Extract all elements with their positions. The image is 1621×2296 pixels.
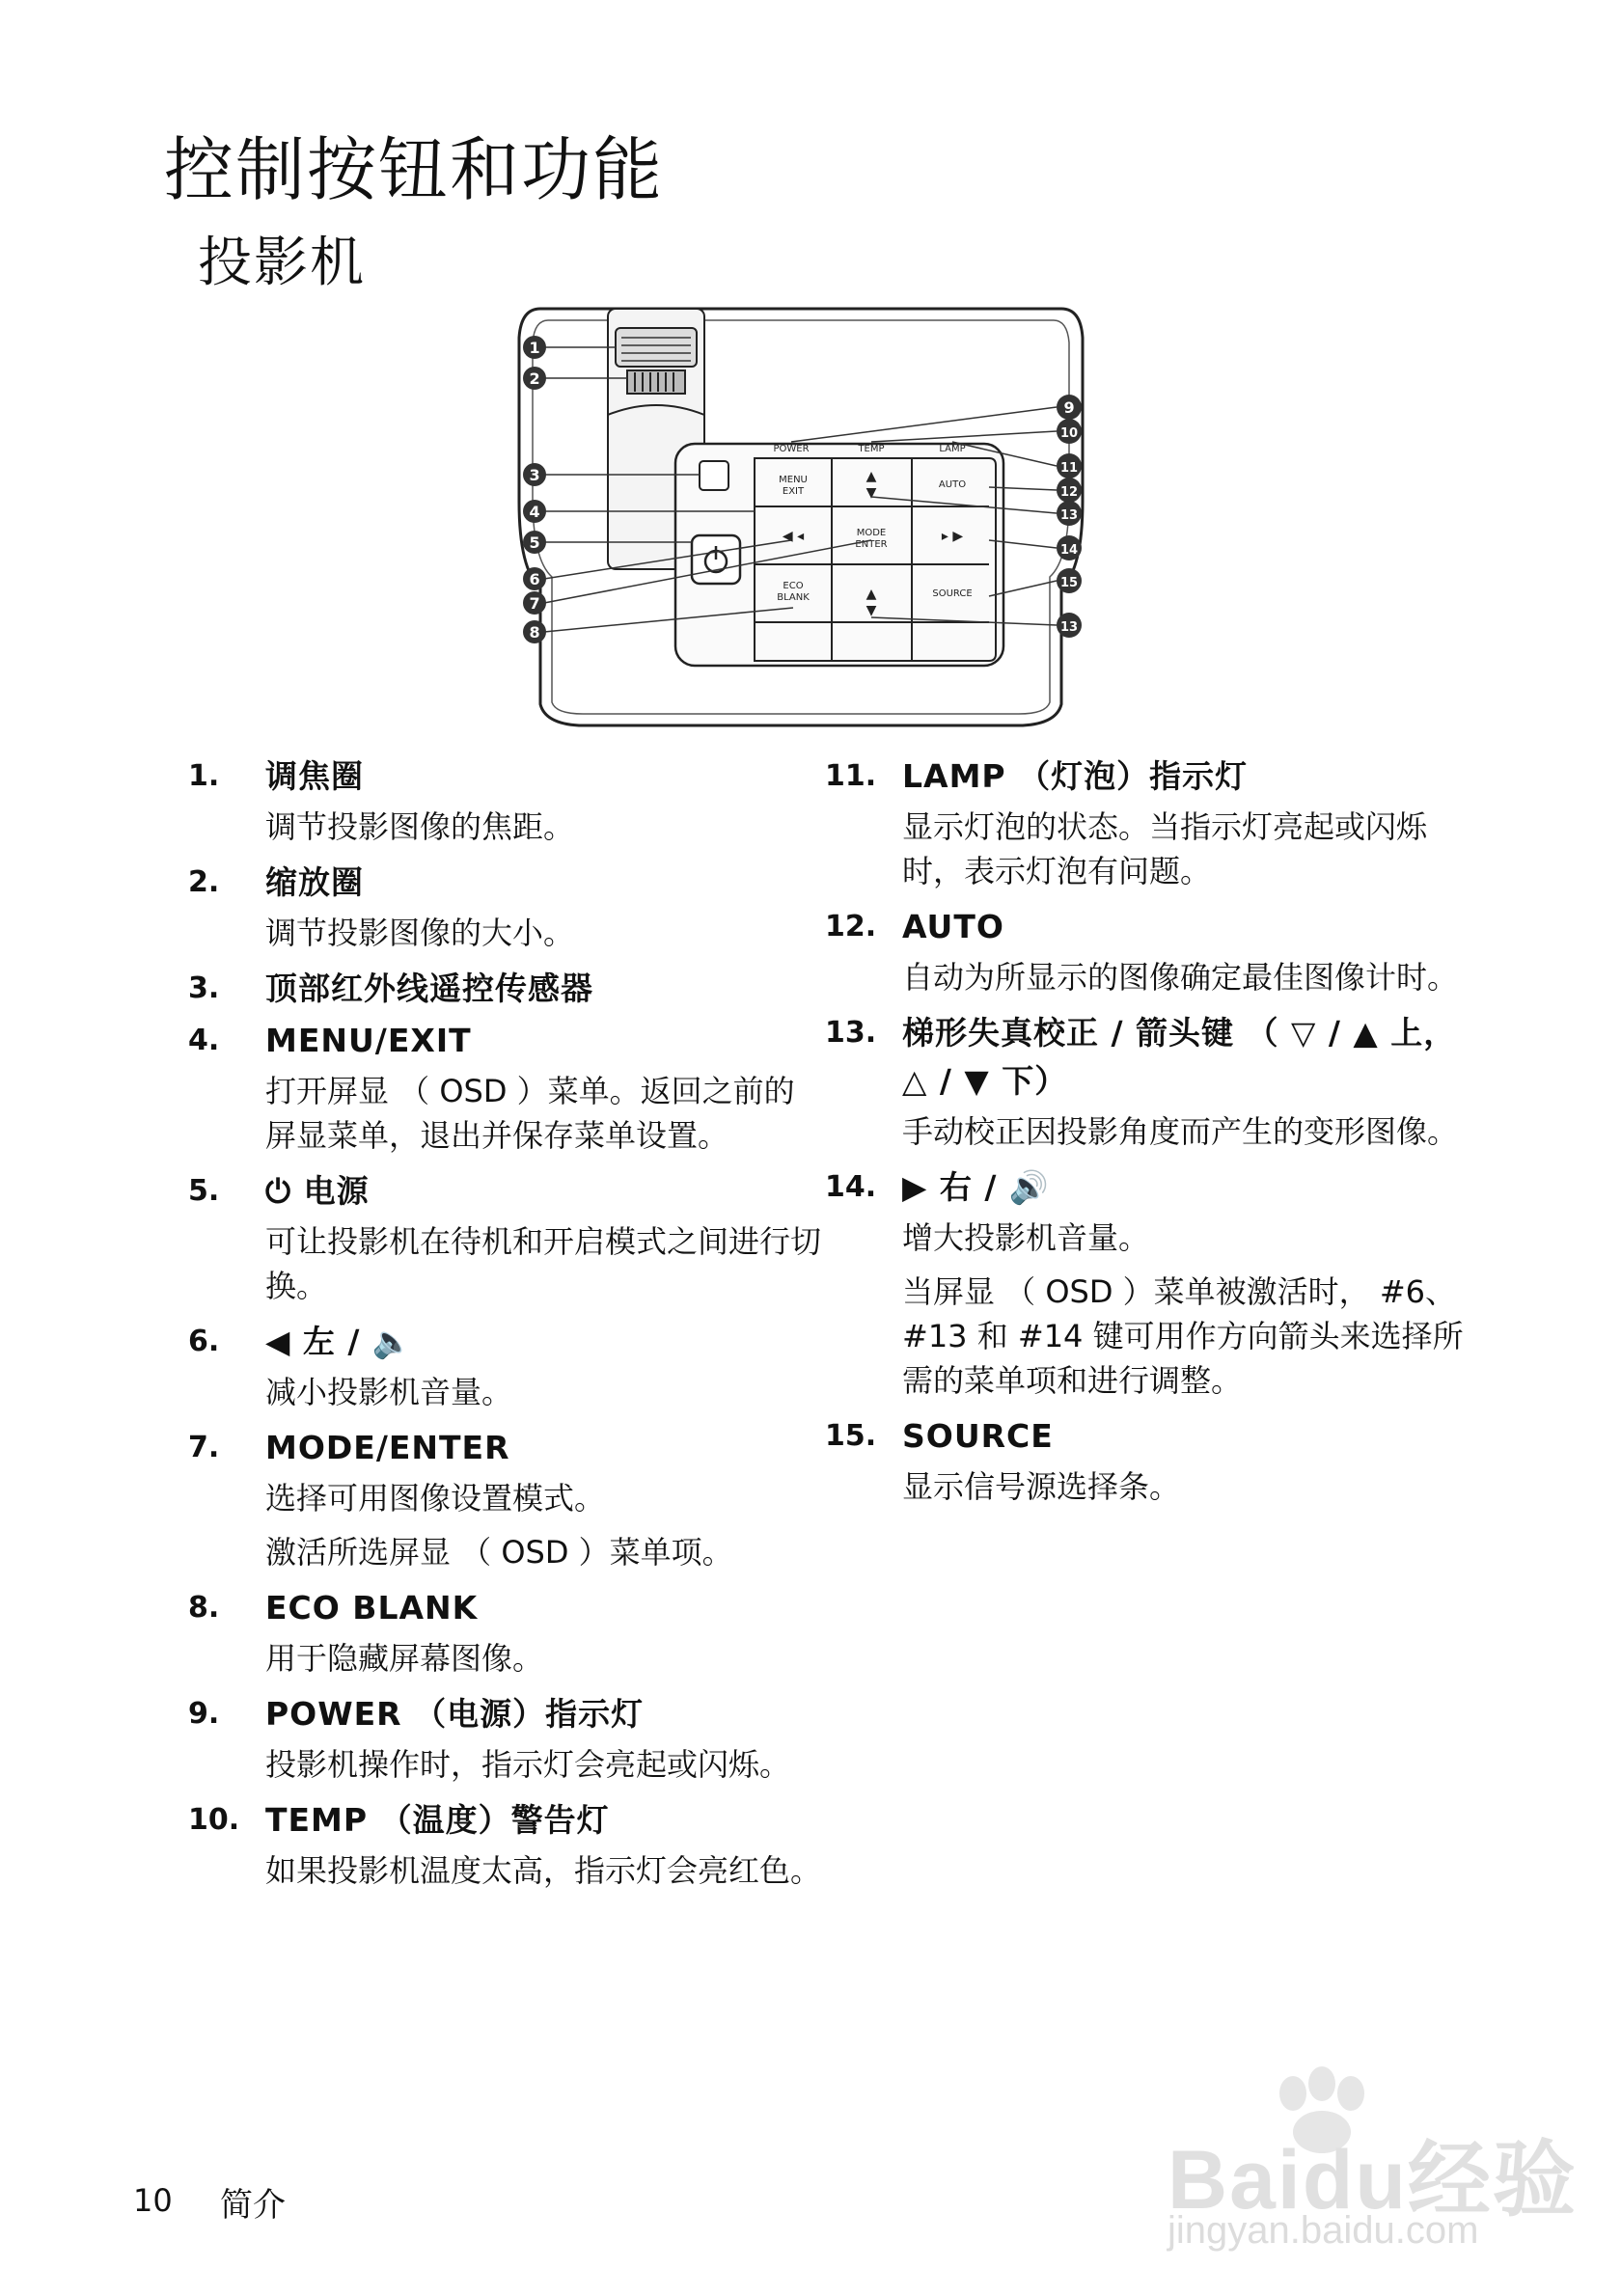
svg-text:8: 8 (529, 623, 540, 642)
item-desc: 当屏显 （ OSD ）菜单被激活时， #6、#13 和 #14 键可用作方向箭头来选择所需的菜单项和进行调整。 (902, 1273, 1464, 1399)
item-desc: 选择可用图像设置模式。 (265, 1480, 606, 1517)
item-title: SOURCE (902, 1417, 1054, 1455)
item-desc: 调节投影图像的大小。 (265, 915, 575, 951)
watermark-url: jingyan.baidu.com (1168, 2209, 1479, 2252)
item-title: MENU/EXIT (265, 1022, 472, 1059)
item-title: POWER （电源）指示灯 (265, 1695, 645, 1733)
item-desc: 调节投影图像的焦距。 (265, 808, 575, 845)
svg-text:14: 14 (1059, 543, 1079, 558)
projector-diagram (502, 299, 1100, 733)
item-7: 7. MODE/ENTER 选择可用图像设置模式。 激活所选屏显 （ OSD ）菜单项。 (188, 1424, 825, 1574)
item-title: TEMP （温度）警告灯 (265, 1801, 610, 1839)
item-desc: 投影机操作时，指示灯会亮起或闪烁。 (265, 1746, 791, 1783)
ir-sensor (700, 461, 728, 490)
diagram-label-power: POWER (773, 444, 810, 454)
item-desc: 增大投影机音量。 (902, 1219, 1150, 1256)
items-right-column (825, 752, 1481, 1518)
item-15: 15. SOURCE 显示信号源选择条。 (825, 1412, 1481, 1509)
item-12: 12. AUTO 自动为所显示的图像确定最佳图像计时。 (825, 903, 1481, 999)
item-desc: 如果投影机温度太高，指示灯会亮红色。 (265, 1852, 822, 1889)
key-down-icon: ▼ (865, 603, 877, 618)
item-13: 13. 梯形失真校正 / 箭头键 （ ▽ / ▲ 上， △ / ▼ 下） 手动校正因投影角度而产生的变形图像。 (825, 1009, 1481, 1154)
items-left-column (188, 752, 825, 1902)
key-left-icon: ◀ ◂ (782, 529, 805, 544)
svg-text:7: 7 (529, 594, 540, 613)
svg-text:12: 12 (1059, 485, 1079, 500)
item-desc: 可让投影机在待机和开启模式之间进行切换。 (265, 1223, 822, 1304)
item-title: ⏻ 电源 (265, 1172, 370, 1210)
item-title: ◀ 左 / 🔈 (265, 1323, 413, 1360)
item-title: MODE/ENTER (265, 1429, 510, 1466)
diagram-label-source: SOURCE (932, 588, 973, 599)
item-6: 6. ◀ 左 / 🔈 减小投影机音量。 (188, 1318, 825, 1414)
item-4: 4. MENU/EXIT 打开屏显 （ OSD ）菜单。返回之前的屏显菜单，退出并保存菜单设置。 (188, 1017, 825, 1158)
item-desc: 显示信号源选择条。 (902, 1468, 1181, 1505)
item-8: 8. ECO BLANK 用于隐藏屏幕图像。 (188, 1584, 825, 1681)
diagram-label-lamp: LAMP (939, 444, 966, 454)
section-label: 简介 (220, 2186, 286, 2225)
item-14: 14. ▶ 右 / 🔊 增大投影机音量。 当屏显 （ OSD ）菜单被激活时， #6、#13 和 #14 键可用作方向箭头来选择所需的菜单项和进行调整。 (825, 1163, 1481, 1403)
diagram-label-menu: MENU (779, 475, 808, 485)
item-desc: 激活所选屏显 （ OSD ）菜单项。 (265, 1534, 733, 1571)
diagram-label-mode: MODE (856, 528, 887, 538)
item-title: 梯形失真校正 / 箭头键 （ ▽ / ▲ 上， △ / ▼ 下） (902, 1014, 1457, 1100)
item-desc: 显示灯泡的状态。当指示灯亮起或闪烁时，表示灯泡有问题。 (902, 808, 1428, 889)
key-up-keystone-icon: ▼ (865, 485, 877, 501)
item-5: 5. ⏻ 电源 可让投影机在待机和开启模式之间进行切换。 (188, 1167, 825, 1308)
item-title: ECO BLANK (265, 1589, 479, 1626)
diagram-label-enter: ENTER (855, 539, 888, 550)
key-up-icon: ▲ (865, 469, 877, 484)
item-title: 缩放圈 (265, 863, 364, 901)
item-1: 1. 调焦圈 调节投影图像的焦距。 (188, 752, 825, 849)
diagram-label-auto: AUTO (938, 479, 967, 490)
item-9: 9. POWER （电源）指示灯 投影机操作时，指示灯会亮起或闪烁。 (188, 1690, 825, 1787)
svg-text:4: 4 (529, 503, 540, 521)
item-3: 3. 顶部红外线遥控传感器 (188, 965, 825, 1013)
diagram-label-exit: EXIT (782, 486, 805, 497)
item-desc: 用于隐藏屏幕图像。 (265, 1640, 544, 1677)
svg-text:6: 6 (529, 570, 540, 588)
svg-text:5: 5 (529, 533, 540, 552)
svg-text:3: 3 (529, 466, 540, 484)
svg-text:2: 2 (529, 369, 540, 388)
item-11: 11. LAMP （灯泡）指示灯 显示灯泡的状态。当指示灯亮起或闪烁时，表示灯泡有问题。 (825, 752, 1481, 893)
diagram-label-temp: TEMP (858, 444, 885, 454)
item-desc: 自动为所显示的图像确定最佳图像计时。 (902, 959, 1459, 996)
key-down-keystone-icon: ▲ (865, 587, 877, 602)
svg-text:11: 11 (1059, 461, 1079, 476)
svg-text:15: 15 (1059, 576, 1079, 590)
item-title: LAMP （灯泡）指示灯 (902, 757, 1249, 795)
diagram-label-eco: ECO (783, 581, 804, 591)
item-desc: 减小投影机音量。 (265, 1374, 513, 1410)
diagram-label-blank: BLANK (777, 592, 810, 603)
item-title: 顶部红外线遥控传感器 (265, 970, 593, 1007)
item-title: ▶ 右 / 🔊 (902, 1168, 1050, 1206)
watermark-brand: Baidu经验 (1168, 2134, 1578, 2227)
svg-text:13: 13 (1059, 508, 1079, 523)
item-2: 2. 缩放圈 调节投影图像的大小。 (188, 859, 825, 955)
svg-text:10: 10 (1059, 426, 1079, 441)
item-title: 调焦圈 (265, 757, 364, 795)
item-desc: 打开屏显 （ OSD ）菜单。返回之前的屏显菜单，退出并保存菜单设置。 (265, 1073, 795, 1154)
svg-text:1: 1 (529, 339, 540, 357)
page-number: 10 (133, 2182, 173, 2219)
svg-text:9: 9 (1063, 398, 1075, 417)
item-title: AUTO (902, 908, 1004, 945)
key-right-icon: ▸ ▶ (941, 529, 964, 544)
item-10: 10. TEMP （温度）警告灯 如果投影机温度太高，指示灯会亮红色。 (188, 1796, 825, 1893)
svg-text:13: 13 (1059, 620, 1079, 635)
page-title: 控制按钮和功能 (164, 129, 665, 210)
item-desc: 手动校正因投影角度而产生的变形图像。 (902, 1113, 1459, 1150)
page-subtitle: 投影机 (198, 232, 366, 294)
